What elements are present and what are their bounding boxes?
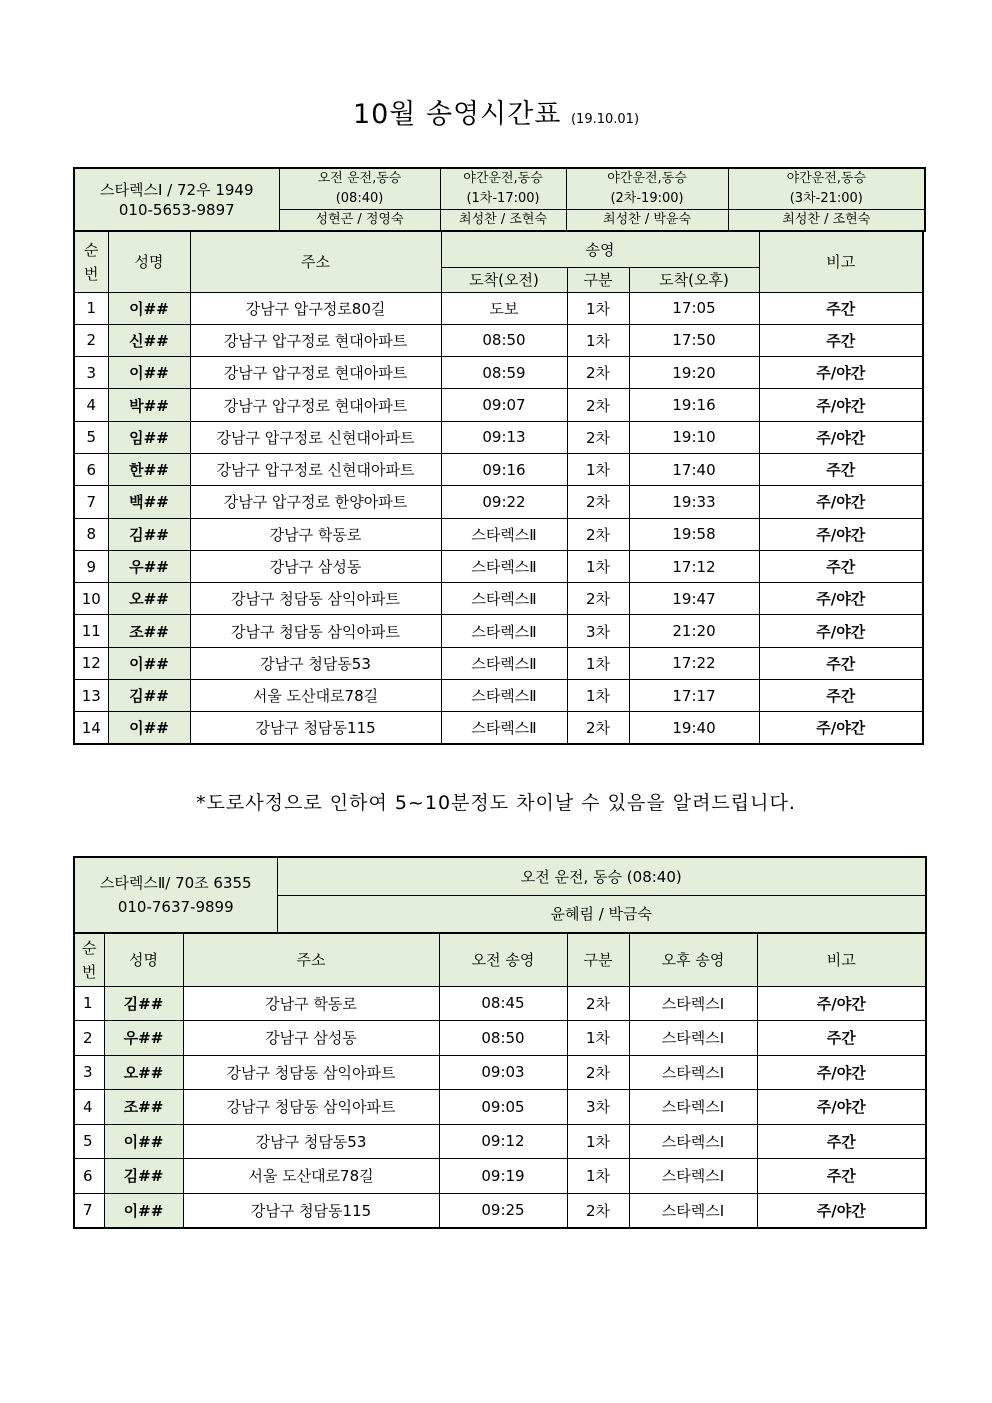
cell-group: 1차 [567, 324, 629, 356]
cell-no: 7 [74, 486, 108, 518]
cell-pm: 스타렉스Ⅰ [629, 1159, 757, 1194]
col-header-address: 주소 [183, 933, 439, 986]
cell-am: 스타렉스Ⅱ [441, 583, 567, 615]
col-header-arrive-am: 도착(오전) [441, 267, 567, 292]
cell-am: 08:45 [439, 986, 567, 1021]
cell-am: 도보 [441, 292, 567, 324]
cell-pm: 19:16 [629, 389, 759, 421]
table-row [74, 1090, 926, 1125]
cell-address: 강남구 삼성동 [183, 1021, 439, 1056]
cell-note: 주간 [759, 324, 923, 356]
cell-name: 이## [104, 1124, 183, 1159]
cell-am: 스타렉스Ⅱ [441, 712, 567, 744]
cell-address: 강남구 압구정로80길 [190, 292, 441, 324]
shift-header: 야간운전,동승 (1차-17:00) [440, 168, 566, 210]
col-header-group: 구분 [567, 933, 629, 986]
cell-note: 주/야간 [759, 357, 923, 389]
col-header-pm: 오후 송영 [629, 933, 757, 986]
cell-no: 9 [74, 550, 108, 582]
cell-address: 강남구 청담동53 [183, 1124, 439, 1159]
cell-name: 이## [108, 647, 190, 679]
cell-note: 주/야간 [757, 1193, 926, 1228]
cell-address: 서울 도산대로78길 [183, 1159, 439, 1194]
cell-no: 3 [74, 1055, 104, 1090]
table-row [74, 389, 923, 421]
cell-pm: 19:58 [629, 518, 759, 550]
cell-note: 주/야간 [759, 518, 923, 550]
cell-group: 1차 [567, 453, 629, 485]
cell-note: 주/야간 [759, 615, 923, 647]
title-date: (19.10.01) [570, 112, 640, 127]
shift-staff: 윤혜림 / 박금숙 [277, 895, 926, 933]
cell-am: 09:19 [439, 1159, 567, 1194]
cell-no: 14 [74, 712, 108, 744]
cell-no: 5 [74, 1124, 104, 1159]
col-header-no: 순 번 [74, 933, 104, 986]
cell-name: 오## [104, 1055, 183, 1090]
cell-group: 2차 [567, 357, 629, 389]
cell-group: 2차 [567, 712, 629, 744]
cell-address: 강남구 청담동115 [190, 712, 441, 744]
cell-no: 7 [74, 1193, 104, 1228]
cell-address: 강남구 청담동 삼익아파트 [183, 1055, 439, 1090]
col-header-note: 비고 [757, 933, 926, 986]
cell-address: 강남구 압구정로 신현대아파트 [190, 453, 441, 485]
col-header-am: 오전 송영 [439, 933, 567, 986]
cell-group: 2차 [567, 421, 629, 453]
table-row [74, 1124, 926, 1159]
cell-note: 주/야간 [759, 712, 923, 744]
driver-phone: 010-7637-9899 [117, 898, 234, 916]
cell-name: 우## [104, 1021, 183, 1056]
cell-pm: 스타렉스Ⅰ [629, 1021, 757, 1056]
table-row [74, 1055, 926, 1090]
cell-address: 강남구 삼성동 [190, 550, 441, 582]
cell-pm: 17:50 [629, 324, 759, 356]
cell-name: 조## [108, 615, 190, 647]
cell-no: 13 [74, 680, 108, 712]
table-row [74, 421, 923, 453]
table-row [74, 1193, 926, 1228]
cell-no: 1 [74, 292, 108, 324]
schedule-table-2 [73, 856, 927, 934]
cell-group: 2차 [567, 1055, 629, 1090]
cell-no: 6 [74, 453, 108, 485]
col-header-group: 구분 [567, 267, 629, 292]
cell-am: 09:13 [441, 421, 567, 453]
cell-pm: 21:20 [629, 615, 759, 647]
table-row [74, 292, 923, 324]
cell-name: 박## [108, 389, 190, 421]
cell-name: 이## [104, 1193, 183, 1228]
cell-am: 09:16 [441, 453, 567, 485]
cell-note: 주/야간 [759, 583, 923, 615]
cell-group: 2차 [567, 486, 629, 518]
cell-name: 조## [104, 1090, 183, 1125]
table-row [74, 712, 923, 744]
cell-pm: 19:20 [629, 357, 759, 389]
cell-name: 김## [108, 518, 190, 550]
cell-no: 5 [74, 421, 108, 453]
cell-no: 2 [74, 1021, 104, 1056]
cell-am: 09:05 [439, 1090, 567, 1125]
table-row [74, 1159, 926, 1194]
cell-group: 1차 [567, 680, 629, 712]
cell-am: 09:12 [439, 1124, 567, 1159]
table-row [74, 986, 926, 1021]
cell-am: 09:07 [441, 389, 567, 421]
cell-address: 강남구 학동로 [190, 518, 441, 550]
title-main: 10월 송영시간표 [352, 99, 562, 130]
cell-no: 11 [74, 615, 108, 647]
cell-address: 강남구 청담동 삼익아파트 [190, 615, 441, 647]
vehicle-info-2 [74, 857, 277, 933]
cell-am: 08:50 [439, 1021, 567, 1056]
table-row [74, 453, 923, 485]
cell-name: 이## [108, 357, 190, 389]
cell-pm: 19:47 [629, 583, 759, 615]
driver-phone: 010-5653-9897 [118, 200, 235, 219]
cell-address: 강남구 청담동53 [190, 647, 441, 679]
shift-header: 오전 운전, 동승 (08:40) [277, 857, 926, 895]
cell-no: 3 [74, 357, 108, 389]
cell-no: 12 [74, 647, 108, 679]
cell-address: 강남구 청담동115 [183, 1193, 439, 1228]
cell-pm: 스타렉스Ⅰ [629, 1124, 757, 1159]
cell-name: 한## [108, 453, 190, 485]
cell-name: 이## [108, 292, 190, 324]
table-row [74, 357, 923, 389]
cell-group: 1차 [567, 292, 629, 324]
cell-pm: 17:12 [629, 550, 759, 582]
cell-note: 주간 [759, 647, 923, 679]
cell-name: 신## [108, 324, 190, 356]
table-row [74, 680, 923, 712]
table-row [74, 647, 923, 679]
cell-address: 강남구 압구정로 한양아파트 [190, 486, 441, 518]
vehicle-label: 스타렉스Ⅱ/ 70조 6355 [99, 874, 252, 892]
col-header-transport: 송영 [441, 231, 759, 267]
cell-name: 김## [104, 1159, 183, 1194]
cell-pm: 스타렉스Ⅰ [629, 1090, 757, 1125]
col-header-name: 성명 [108, 231, 190, 292]
cell-pm: 17:22 [629, 647, 759, 679]
cell-note: 주/야간 [759, 421, 923, 453]
cell-no: 6 [74, 1159, 104, 1194]
col-header-address: 주소 [190, 231, 441, 292]
cell-name: 김## [104, 986, 183, 1021]
vehicle-info-1 [74, 168, 279, 231]
cell-name: 백## [108, 486, 190, 518]
cell-group: 1차 [567, 647, 629, 679]
cell-no: 8 [74, 518, 108, 550]
cell-group: 2차 [567, 389, 629, 421]
cell-note: 주/야간 [757, 1055, 926, 1090]
cell-am: 08:59 [441, 357, 567, 389]
cell-group: 2차 [567, 583, 629, 615]
table-row [74, 1021, 926, 1056]
cell-group: 2차 [567, 986, 629, 1021]
cell-note: 주간 [757, 1124, 926, 1159]
cell-pm: 19:40 [629, 712, 759, 744]
cell-am: 스타렉스Ⅱ [441, 518, 567, 550]
cell-address: 강남구 청담동 삼익아파트 [183, 1090, 439, 1125]
cell-pm: 17:40 [629, 453, 759, 485]
cell-group: 3차 [567, 615, 629, 647]
cell-name: 우## [108, 550, 190, 582]
cell-group: 1차 [567, 1124, 629, 1159]
notice-text: *도로사정으로 인하여 5~10분정도 차이날 수 있음을 알려드립니다. [196, 792, 796, 814]
cell-address: 강남구 청담동 삼익아파트 [190, 583, 441, 615]
cell-pm: 19:33 [629, 486, 759, 518]
cell-note: 주간 [759, 680, 923, 712]
cell-pm: 스타렉스Ⅰ [629, 1055, 757, 1090]
table-row [74, 615, 923, 647]
cell-address: 강남구 압구정로 현대아파트 [190, 357, 441, 389]
table-row [74, 550, 923, 582]
cell-name: 김## [108, 680, 190, 712]
schedule-table-1 [73, 167, 926, 232]
col-header-arrive-pm: 도착(오후) [629, 267, 759, 292]
col-header-note: 비고 [759, 231, 923, 292]
cell-group: 3차 [567, 1090, 629, 1125]
cell-name: 임## [108, 421, 190, 453]
cell-am: 스타렉스Ⅱ [441, 647, 567, 679]
table-row [74, 486, 923, 518]
schedule-table-2-body [73, 932, 927, 1229]
cell-note: 주간 [759, 453, 923, 485]
cell-group: 1차 [567, 1021, 629, 1056]
shift-staff: 최성찬 / 조현숙 [440, 210, 566, 232]
cell-no: 2 [74, 324, 108, 356]
cell-note: 주간 [759, 292, 923, 324]
cell-pm: 17:17 [629, 680, 759, 712]
page-title [0, 92, 992, 131]
cell-am: 08:50 [441, 324, 567, 356]
cell-address: 강남구 학동로 [183, 986, 439, 1021]
cell-address: 강남구 압구정로 현대아파트 [190, 389, 441, 421]
table-row [74, 324, 923, 356]
cell-am: 09:03 [439, 1055, 567, 1090]
cell-address: 강남구 압구정로 현대아파트 [190, 324, 441, 356]
shift-header: 야간운전,동승 (2차-19:00) [566, 168, 728, 210]
cell-am: 스타렉스Ⅱ [441, 680, 567, 712]
cell-no: 10 [74, 583, 108, 615]
cell-name: 이## [108, 712, 190, 744]
shift-staff: 최성찬 / 박윤숙 [566, 210, 728, 232]
shift-staff: 최성찬 / 조현숙 [728, 210, 925, 232]
cell-note: 주/야간 [757, 1090, 926, 1125]
cell-note: 주/야간 [757, 986, 926, 1021]
cell-am: 스타렉스Ⅱ [441, 615, 567, 647]
col-header-name: 성명 [104, 933, 183, 986]
cell-pm: 19:10 [629, 421, 759, 453]
cell-group: 1차 [567, 550, 629, 582]
col-header-no: 순 번 [74, 231, 108, 292]
cell-note: 주/야간 [759, 389, 923, 421]
cell-name: 오## [108, 583, 190, 615]
cell-am: 09:22 [441, 486, 567, 518]
cell-am: 스타렉스Ⅱ [441, 550, 567, 582]
cell-group: 2차 [567, 1193, 629, 1228]
shift-staff: 성현곤 / 정영숙 [279, 210, 440, 232]
cell-am: 09:25 [439, 1193, 567, 1228]
cell-no: 4 [74, 389, 108, 421]
cell-address: 서울 도산대로78길 [190, 680, 441, 712]
shift-header: 오전 운전,동승 (08:40) [279, 168, 440, 210]
table-row [74, 518, 923, 550]
cell-note: 주간 [757, 1159, 926, 1194]
cell-pm: 스타렉스Ⅰ [629, 1193, 757, 1228]
cell-group: 1차 [567, 1159, 629, 1194]
table-row [74, 583, 923, 615]
cell-address: 강남구 압구정로 신현대아파트 [190, 421, 441, 453]
cell-note: 주간 [757, 1021, 926, 1056]
cell-note: 주간 [759, 550, 923, 582]
shift-header: 야간운전,동승 (3차-21:00) [728, 168, 925, 210]
cell-note: 주/야간 [759, 486, 923, 518]
cell-no: 4 [74, 1090, 104, 1125]
vehicle-label: 스타렉스Ⅰ / 72우 1949 [100, 180, 254, 199]
cell-no: 1 [74, 986, 104, 1021]
cell-group: 2차 [567, 518, 629, 550]
cell-pm: 17:05 [629, 292, 759, 324]
cell-pm: 스타렉스Ⅰ [629, 986, 757, 1021]
schedule-table-1-body [73, 230, 924, 745]
